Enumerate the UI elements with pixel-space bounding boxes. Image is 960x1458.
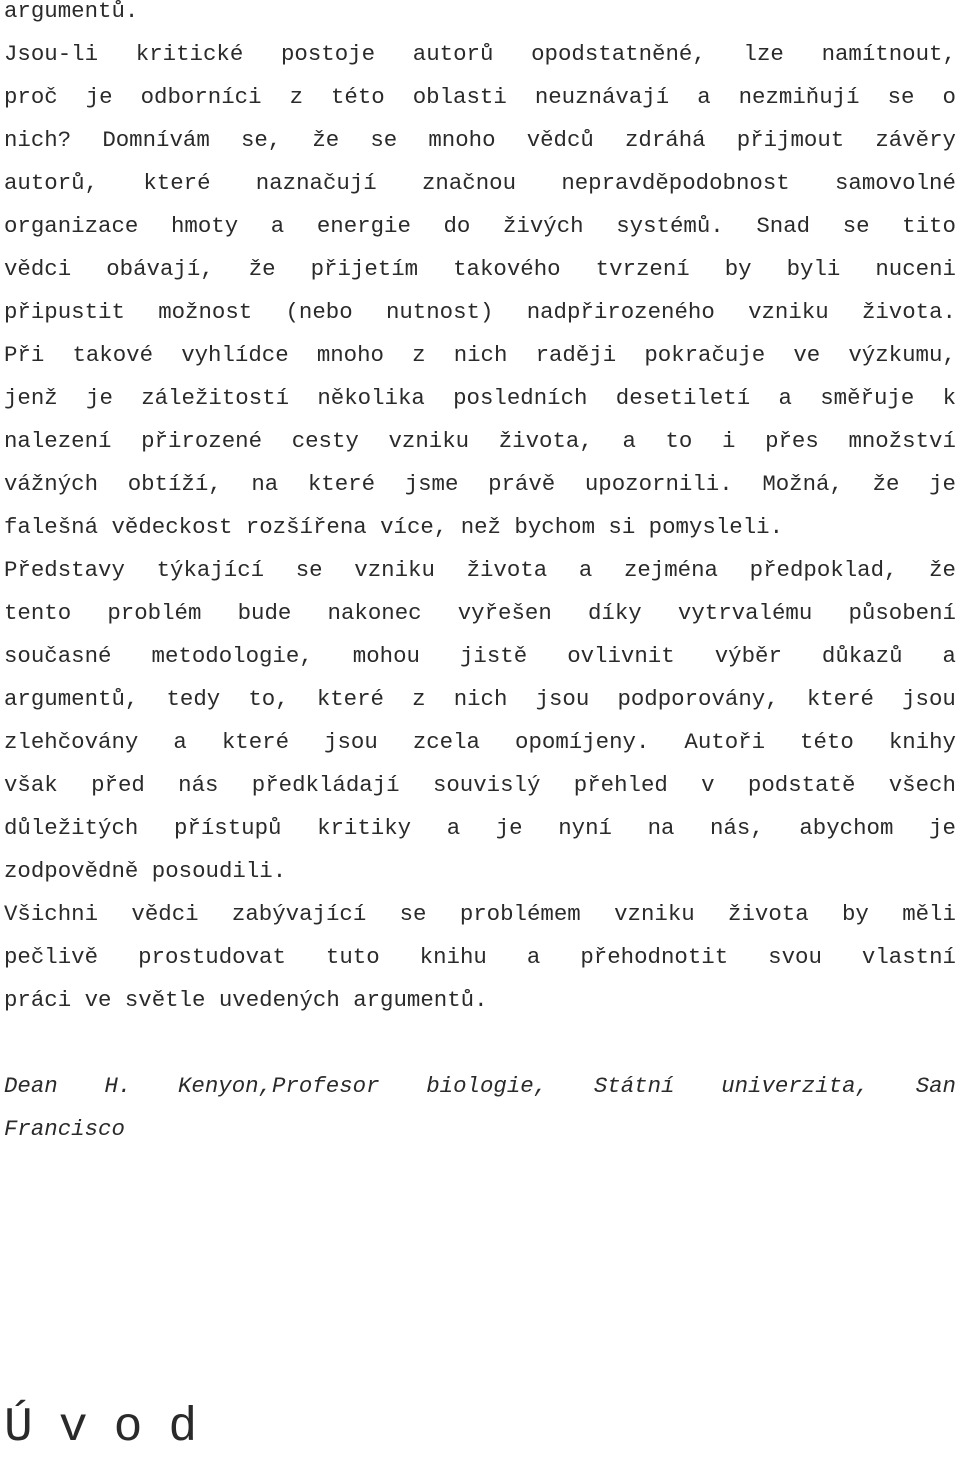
text-line <box>4 979 956 1022</box>
word: přijmout <box>736 127 845 153</box>
word: do <box>443 213 471 239</box>
word: jistě <box>459 643 528 669</box>
text-line <box>4 0 956 33</box>
word: oblasti <box>412 84 507 110</box>
text-line <box>4 33 956 76</box>
word: života, <box>498 428 593 454</box>
word: života <box>466 557 548 583</box>
word: nuceni <box>875 256 956 282</box>
word: raději <box>535 342 617 368</box>
word: abychom <box>799 815 894 841</box>
text-line <box>4 377 956 420</box>
word: práci <box>4 987 72 1013</box>
word: nich <box>453 686 508 712</box>
word: posledních <box>453 385 588 411</box>
word: a <box>526 944 541 970</box>
word: že <box>872 471 900 497</box>
word: knihy <box>888 729 956 755</box>
word: je <box>929 471 956 497</box>
word: vzniku <box>614 901 695 927</box>
word: vytrvalému <box>677 600 813 626</box>
word: obávají, <box>106 256 214 282</box>
word: si <box>608 514 636 540</box>
word: je <box>85 84 113 110</box>
word: několika <box>317 385 425 411</box>
word: vzniku <box>388 428 470 454</box>
word: vědci <box>131 901 199 927</box>
word: důkazů <box>821 643 903 669</box>
word: a <box>697 84 711 110</box>
word: jsou <box>902 686 956 712</box>
word: se, <box>240 127 282 153</box>
text-line <box>4 291 956 334</box>
word: všech <box>888 772 956 798</box>
word: výzkumu, <box>848 342 956 368</box>
word: právě <box>488 471 556 497</box>
word: měli <box>902 901 956 927</box>
word: směřuje <box>820 385 915 411</box>
word: ovlivnit <box>567 643 675 669</box>
word: vědci <box>4 256 72 282</box>
word: odborníci <box>140 84 262 110</box>
text-line <box>4 205 956 248</box>
word: nich <box>453 342 508 368</box>
word: přehodnotit <box>580 944 729 970</box>
spacer <box>4 1022 956 1065</box>
word: připustit <box>4 299 125 325</box>
word: se <box>399 901 427 927</box>
word: mohou <box>352 643 420 669</box>
word: kritiky <box>317 815 412 841</box>
word: které <box>143 170 211 196</box>
word: energie <box>316 213 411 239</box>
word: se <box>295 557 323 583</box>
word: před <box>91 772 145 798</box>
word: je <box>86 385 113 411</box>
word: které <box>806 686 874 712</box>
body-text <box>4 0 956 1151</box>
word: přístupů <box>173 815 282 841</box>
word: na <box>647 815 675 841</box>
word: vyřešen <box>457 600 552 626</box>
word: na <box>251 471 279 497</box>
word: podstatě <box>747 772 856 798</box>
text-line <box>4 721 956 764</box>
word: o <box>942 84 956 110</box>
word: uvedených <box>218 987 340 1013</box>
word: této <box>800 729 854 755</box>
text-line <box>4 549 956 592</box>
word: a <box>270 213 285 239</box>
word: přes <box>765 428 819 454</box>
word: vzniku <box>748 299 829 325</box>
word: San <box>915 1073 956 1099</box>
word: samovolné <box>835 170 956 196</box>
word: z <box>412 342 426 368</box>
word: byli <box>786 256 841 282</box>
word: přirozené <box>141 428 263 454</box>
word: mnoho <box>316 342 384 368</box>
word: jsme <box>404 471 459 497</box>
word: Snad <box>756 213 811 239</box>
word: týkající <box>156 557 265 583</box>
text-line <box>4 334 956 377</box>
word: systémů. <box>616 213 724 239</box>
word: vzniku <box>354 557 435 583</box>
word: tento <box>4 600 72 626</box>
word: světle <box>124 987 206 1013</box>
word: k <box>942 385 956 411</box>
word: Možná, <box>762 471 843 497</box>
word: Všichni <box>4 901 99 927</box>
word: zabývající <box>231 901 367 927</box>
word: tvrzení <box>595 256 690 282</box>
word: a <box>578 557 593 583</box>
word: takového <box>453 256 561 282</box>
text-line <box>4 592 956 635</box>
word: desetiletí <box>615 385 751 411</box>
word: zcela <box>412 729 480 755</box>
word: důležitých <box>4 815 139 841</box>
word: Při <box>4 342 45 368</box>
word: to <box>665 428 693 454</box>
word: vědeckost <box>111 514 233 540</box>
word: Francisco <box>4 1116 125 1142</box>
word: (nebo <box>285 299 353 325</box>
word: že <box>929 557 956 583</box>
word: a <box>173 729 187 755</box>
word: autorů <box>412 41 494 67</box>
word: argumentů. <box>4 0 139 24</box>
word: falešná <box>4 514 99 540</box>
word: biologie, <box>426 1073 548 1099</box>
text-line <box>4 936 956 979</box>
word: organizace <box>4 213 139 239</box>
word: nezmiňují <box>738 84 860 110</box>
word: postoje <box>281 41 376 67</box>
word: působení <box>848 600 956 626</box>
word: problém <box>107 600 202 626</box>
word: nich? <box>4 127 72 153</box>
word: které <box>316 686 384 712</box>
word: zdráhá <box>625 127 706 153</box>
word: vlastní <box>861 944 956 970</box>
word: zlehčovány <box>4 729 139 755</box>
word: se <box>842 213 870 239</box>
word: metodologie, <box>151 643 313 669</box>
word: posoudili. <box>151 858 287 884</box>
word: pomysleli. <box>648 514 784 540</box>
word: svou <box>768 944 822 970</box>
word: knihu <box>419 944 487 970</box>
word: Státní <box>593 1073 675 1099</box>
text-line <box>4 162 956 205</box>
word: bychom <box>514 514 596 540</box>
word: ve <box>793 342 821 368</box>
word: hmoty <box>170 213 239 239</box>
word: Jsou-li <box>4 41 99 67</box>
text-line <box>4 635 956 678</box>
word: nutnost) <box>385 299 494 325</box>
word: nás <box>178 772 219 798</box>
word: je <box>929 815 956 841</box>
signature-line <box>4 1108 956 1151</box>
word: namítnout, <box>821 41 956 67</box>
word: předkládají <box>251 772 400 798</box>
word: předpoklad, <box>749 557 898 583</box>
word: by <box>724 256 752 282</box>
word: vědců <box>526 127 594 153</box>
word: této <box>331 84 385 110</box>
word: mnoho <box>428 127 496 153</box>
word: přijetím <box>310 256 419 282</box>
word: H. <box>104 1073 132 1099</box>
word: živých <box>502 213 584 239</box>
word: množství <box>848 428 956 454</box>
word: pokračuje <box>644 342 766 368</box>
text-line <box>4 248 956 291</box>
word: že <box>312 127 340 153</box>
word: které <box>307 471 376 497</box>
word: rozšířena <box>245 514 367 540</box>
word: zejména <box>623 557 718 583</box>
word: argumentů, <box>4 686 139 712</box>
word: se <box>887 84 915 110</box>
word: Představy <box>4 557 125 583</box>
word: jenž <box>4 385 58 411</box>
word: Domnívám <box>102 127 210 153</box>
word: a <box>942 643 956 669</box>
word: i <box>722 428 736 454</box>
word: bude <box>237 600 292 626</box>
word: než <box>460 514 501 540</box>
text-line <box>4 506 956 549</box>
text-line <box>4 420 956 463</box>
word: proč <box>4 84 58 110</box>
word: záležitostí <box>141 385 290 411</box>
word: Autoři <box>684 729 766 755</box>
word: takové <box>72 342 154 368</box>
word: prostudovat <box>138 944 286 970</box>
word: tedy <box>166 686 221 712</box>
word: obtíží, <box>127 471 222 497</box>
text-line <box>4 678 956 721</box>
word: značnou <box>421 170 517 196</box>
word: nepravděpodobnost <box>561 170 790 196</box>
document-page <box>4 0 956 1151</box>
word: více, <box>380 514 448 540</box>
word: je <box>495 815 523 841</box>
word: jsou <box>324 729 378 755</box>
word: tuto <box>325 944 380 970</box>
word: to, <box>248 686 289 712</box>
word: lze <box>743 41 784 67</box>
word: nás, <box>710 815 764 841</box>
word: závěry <box>875 127 956 153</box>
word: nyní <box>558 815 612 841</box>
text-line <box>4 76 956 119</box>
word: vážných <box>4 471 99 497</box>
word: přehled <box>573 772 668 798</box>
chapter-heading: Úvod <box>4 1401 224 1455</box>
word: nadpřirozeného <box>526 299 715 325</box>
word: Kenyon,Profesor <box>178 1073 380 1099</box>
word: opodstatněné, <box>531 41 706 67</box>
word: vyhlídce <box>181 342 289 368</box>
word: univerzita, <box>721 1073 869 1099</box>
text-line <box>4 119 956 162</box>
word: argumentů. <box>353 987 488 1013</box>
word: díky <box>587 600 642 626</box>
word: ve <box>84 987 112 1013</box>
text-line <box>4 463 956 506</box>
word: tito <box>902 213 956 239</box>
word: zodpovědně <box>4 858 139 884</box>
word: opomíjeny. <box>515 729 650 755</box>
word: z <box>412 686 426 712</box>
word: se <box>370 127 398 153</box>
text-line <box>4 850 956 893</box>
signature-line <box>4 1065 956 1108</box>
word: kritické <box>135 41 244 67</box>
word: výběr <box>714 643 782 669</box>
text-line <box>4 893 956 936</box>
word: souvislý <box>432 772 541 798</box>
word: neuznávají <box>534 84 670 110</box>
word: jsou <box>535 686 590 712</box>
word: a <box>778 385 792 411</box>
word: by <box>841 901 869 927</box>
word: nakonec <box>327 600 422 626</box>
word: možnost <box>158 299 253 325</box>
word: života <box>728 901 809 927</box>
word: a <box>446 815 461 841</box>
word: však <box>4 772 58 798</box>
word: a <box>622 428 636 454</box>
word: z <box>289 84 303 110</box>
text-line <box>4 807 956 850</box>
word: které <box>221 729 290 755</box>
word: nalezení <box>4 428 112 454</box>
word: autorů, <box>4 170 99 196</box>
word: současné <box>4 643 112 669</box>
word: upozornili. <box>584 471 733 497</box>
word: cesty <box>291 428 359 454</box>
word: pečlivě <box>4 944 99 970</box>
word: života. <box>861 299 956 325</box>
word: Dean <box>4 1073 58 1099</box>
text-line <box>4 764 956 807</box>
word: v <box>701 772 715 798</box>
word: naznačují <box>255 170 377 196</box>
word: že <box>248 256 276 282</box>
word: podporovány, <box>617 686 779 712</box>
word: problémem <box>459 901 581 927</box>
